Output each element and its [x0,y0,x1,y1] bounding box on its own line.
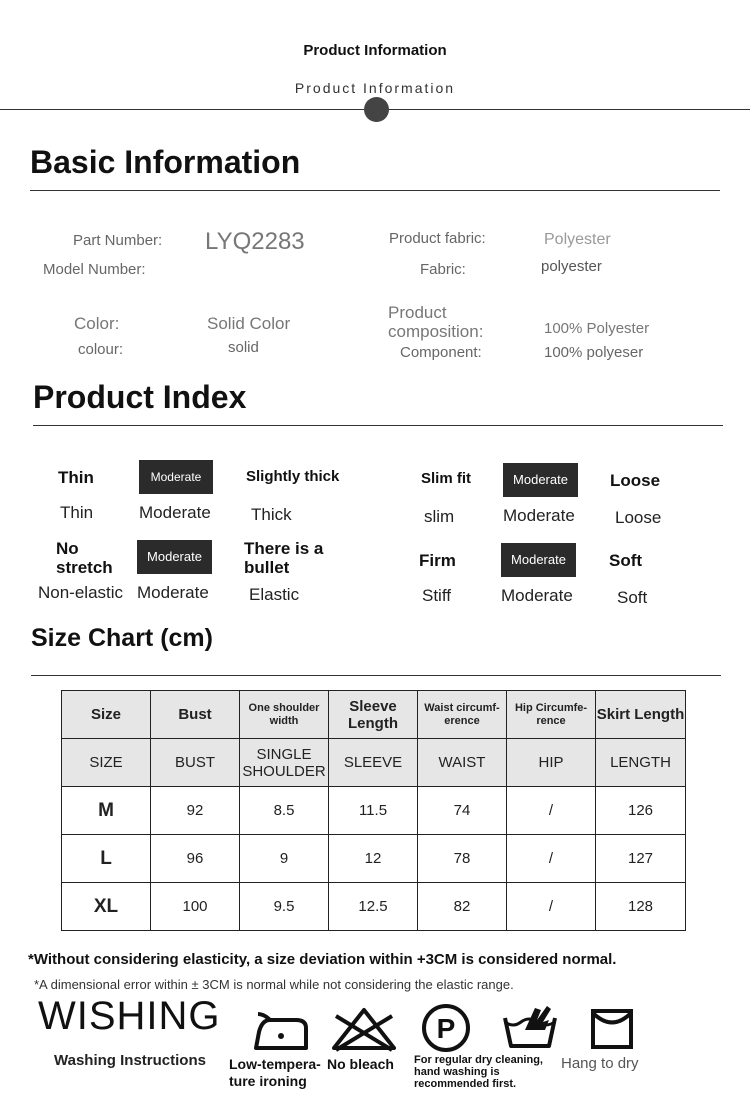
softness-low-alt: Stiff [422,586,451,605]
size-cell: L [62,835,151,883]
hang-dry-label: Hang to dry [561,1055,639,1072]
fabric-value-2: polyester [541,258,602,275]
fit-low: Slim fit [421,470,472,487]
table-cell: / [507,883,596,931]
table-cell: 78 [418,835,507,883]
color-label: Color: [74,314,120,333]
svg-text:P: P [436,1013,456,1044]
subheader-cell: SINGLE SHOULDER [240,739,329,787]
softness-mid-alt: Moderate [501,586,573,605]
table-cell: / [507,835,596,883]
fit-mid-alt: Moderate [503,506,575,525]
composition-label [388,303,483,341]
table-row [62,835,686,883]
elasticity-high-line1: There is a [244,539,324,558]
product-index-title: Product Index [33,379,247,415]
softness-high-alt: Soft [617,588,648,607]
table-cell: 11.5 [329,787,418,835]
thickness-low-alt: Thin [60,503,94,522]
table-cell: 126 [596,787,686,835]
fit-selected: Moderate [503,463,578,497]
elasticity-low [56,539,113,577]
softness-selected: Moderate [501,543,576,577]
fabric-label-2: Fabric: [420,261,466,278]
header-cell: One shoulder width [240,691,329,739]
header-cell: Skirt Length [596,691,686,739]
washing-label: Washing Instructions [54,1052,206,1069]
size-cell: M [62,787,151,835]
subheader-cell: LENGTH [596,739,686,787]
size-table [61,690,686,931]
subheader-cell: SLEEVE [329,739,418,787]
fit-high-alt: Loose [615,508,662,527]
fabric-value: Polyester [544,231,611,248]
size-note-bold: *Without considering elasticity, a size deviation within +3CM is considered normal. [28,951,617,968]
subheader-cell: WAIST [418,739,507,787]
component-label: Component: [400,344,482,361]
elasticity-high-alt: Elastic [249,585,300,604]
header-cell: Waist circumf-erence [418,691,507,739]
table-cell: 100 [151,883,240,931]
header-cell: Size [62,691,151,739]
hang-dry-icon [590,1008,634,1055]
subheader-cell: SIZE [62,739,151,787]
no-bleach-icon [330,1006,398,1057]
softness-low: Firm [419,551,456,570]
composition-label-line1: Product [388,303,447,322]
table-cell: 12.5 [329,883,418,931]
model-number-label: Model Number: [43,261,146,278]
size-table-subheader-row [62,739,686,787]
thickness-high-alt: Thick [251,505,292,524]
table-cell: 128 [596,883,686,931]
basic-info-divider [30,190,720,191]
table-cell: 9 [240,835,329,883]
header-title: Product Information [303,42,447,59]
color-value: Solid Color [207,314,291,333]
dry-clean-label: For regular dry cleaning, hand washing is recommended first. [414,1054,543,1090]
elasticity-high-line2: bullet [244,558,290,577]
table-cell: 82 [418,883,507,931]
washing-title: WISHING [38,994,221,1038]
header-cell: Hip Circumfe-rence [507,691,596,739]
component-value: 100% polyeser [544,344,644,361]
table-cell: 9.5 [240,883,329,931]
elasticity-low-line1: No [56,539,79,558]
table-cell: 96 [151,835,240,883]
iron-label: Low-tempera-ture ironing [229,1056,321,1089]
subheader-cell: BUST [151,739,240,787]
composition-label-line2: composition: [388,322,484,341]
header-cell: Bust [151,691,240,739]
table-cell: 127 [596,835,686,883]
dry-clean-icon [420,1002,472,1059]
part-number-value: LYQ2283 [205,228,305,255]
table-row [62,787,686,835]
colour-label: colour: [78,341,124,358]
elasticity-mid-alt: Moderate [137,583,209,602]
thickness-low: Thin [58,468,94,487]
table-cell: 12 [329,835,418,883]
softness-high: Soft [609,551,643,570]
header-cell: Sleeve Length [329,691,418,739]
basic-info-title: Basic Information [30,144,301,180]
thickness-high: Slightly thick [246,468,340,485]
fabric-label: Product fabric: [389,230,486,247]
size-cell: XL [62,883,151,931]
elasticity-low-line2: stretch [56,558,113,577]
no-bleach-label: No bleach [327,1056,394,1072]
table-cell: / [507,787,596,835]
size-chart-divider [31,675,721,676]
fit-low-alt: slim [424,507,455,526]
fit-high: Loose [610,471,661,490]
header-dot [364,97,389,122]
header-subtitle: Product Information [294,80,456,96]
table-cell: 8.5 [240,787,329,835]
table-cell: 92 [151,787,240,835]
table-cell: 74 [418,787,507,835]
elasticity-high [244,539,323,577]
thickness-selected: Moderate [139,460,213,494]
size-chart-title: Size Chart (cm) [31,624,213,652]
elasticity-selected: Moderate [137,540,212,574]
thickness-mid-alt: Moderate [139,503,211,522]
product-index-divider [33,425,723,426]
part-number-label: Part Number: [73,232,163,249]
colour-value: solid [228,339,259,356]
hand-wash-icon [501,1000,559,1055]
iron-icon [250,1012,312,1057]
elasticity-low-alt: Non-elastic [38,583,124,602]
subheader-cell: HIP [507,739,596,787]
size-note: *A dimensional error within ± 3CM is normal while not considering the elastic range. [34,977,514,992]
table-row [62,883,686,931]
size-table-header-row [62,691,686,739]
composition-value: 100% Polyester [544,320,650,337]
